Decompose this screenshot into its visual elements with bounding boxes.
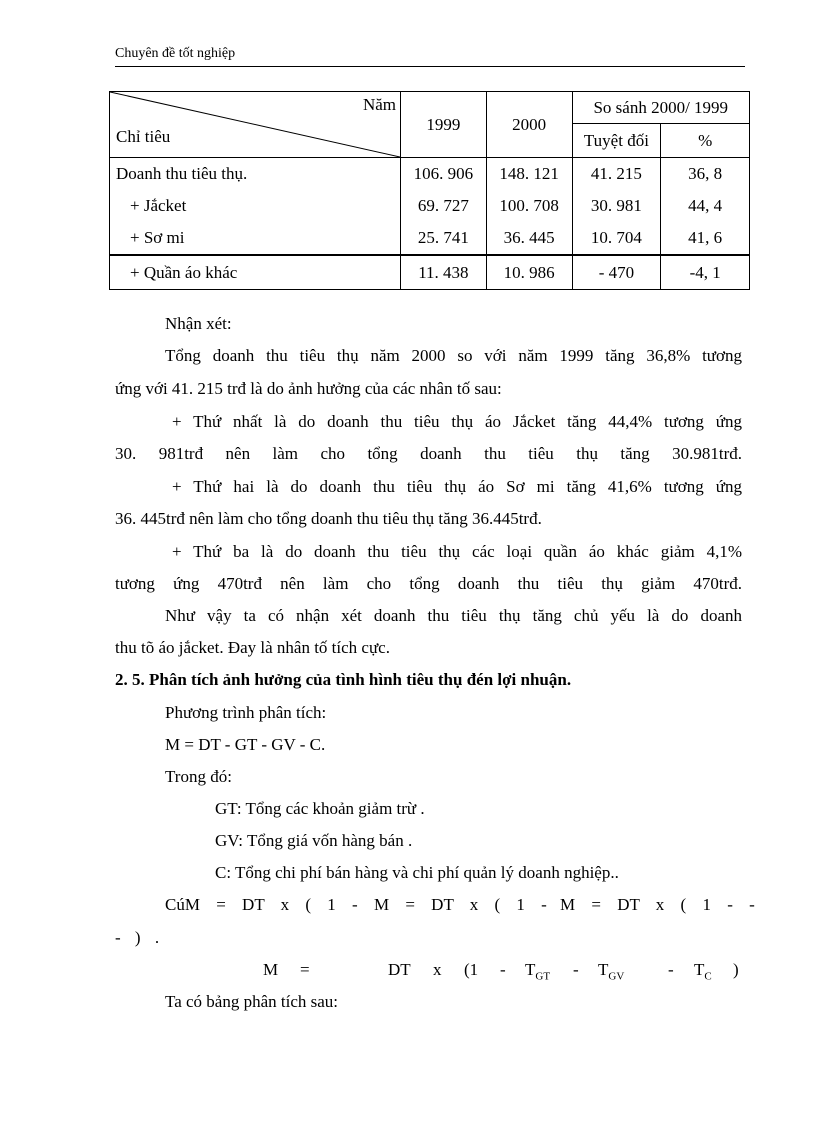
cell-1999: 25. 741	[401, 222, 487, 255]
table-row	[110, 158, 750, 191]
formula-symbol: x	[433, 960, 442, 979]
page-header: Chuyên đề tốt nghiệp	[115, 46, 745, 67]
paragraph-line: ứng với 41. 215 trđ là do ảnh hưởng của các nhân tố sau:	[115, 379, 502, 398]
cell-absolute: - 470	[572, 255, 661, 290]
cell-absolute: 10. 704	[572, 222, 661, 255]
formula-symbol: =	[300, 960, 310, 979]
cell-2000: 10. 986	[486, 255, 572, 290]
formula-symbol: M	[263, 960, 279, 979]
paragraph-line: tương ứng 470trđ nên làm cho tổng doanh thu tiêu thụ giảm 470trđ.	[115, 574, 742, 593]
formula-symbol: )	[733, 960, 739, 979]
equation: M = DT - GT - GV - C.	[165, 735, 326, 754]
formula-symbol: -	[500, 960, 506, 979]
paragraph-line: Tổng doanh thu tiêu thụ năm 2000 so với năm 1999 tăng 36,8% tương	[165, 346, 742, 365]
cell-2000: 100. 708	[486, 190, 572, 222]
cell-2000: 148. 121	[486, 158, 572, 191]
paragraph-line: + Thứ nhất là do doanh thu tiêu thụ áo Jắcket tăng 44,4% tương ứng	[172, 412, 742, 431]
remark-heading: Nhận xét:	[165, 314, 232, 333]
section-heading: 2. 5. Phân tích ảnh hưởng của tình hình tiêu thụ đén lợi nhuận.	[115, 670, 572, 689]
paragraph-line: 30. 981trđ nên làm cho tổng doanh thu tiêu thụ tăng 30.981trđ.	[115, 444, 742, 463]
header-year-2000: 2000	[486, 92, 572, 158]
paragraph-line: + Thứ ba là do doanh thu tiêu thụ các loại quần áo khác giảm 4,1%	[172, 542, 742, 561]
table-row	[110, 190, 750, 222]
formula-part: M = DT x ( 1 - -	[560, 895, 755, 914]
header-year-1999: 1999	[401, 92, 487, 158]
header-percent: %	[661, 124, 750, 158]
paragraph-line: Trong đó:	[165, 767, 232, 786]
cell-percent: 36, 8	[661, 158, 750, 191]
paragraph-line: Như vậy ta có nhận xét doanh thu tiêu thụ tăng chủ yếu là do doanh	[165, 606, 742, 625]
cell-absolute: 30. 981	[572, 190, 661, 222]
cell-percent: 44, 4	[661, 190, 750, 222]
corner-year-label: Năm	[362, 95, 396, 114]
table-corner-cell	[110, 92, 401, 158]
diagonal-line	[110, 92, 400, 157]
table-row	[110, 222, 750, 255]
paragraph-line: Phương trình phân tích:	[165, 703, 327, 722]
cell-1999: 11. 438	[401, 255, 487, 290]
cell-1999: 69. 727	[401, 190, 487, 222]
paragraph-line: + Thứ hai là do doanh thu tiêu thụ áo Sơ mi tăng 41,6% tương ứng	[172, 477, 742, 496]
cell-percent: 41, 6	[661, 222, 750, 255]
paragraph-line: Ta có bảng phân tích sau:	[165, 992, 339, 1011]
row-label: + Jắcket	[110, 190, 401, 222]
table-row	[110, 255, 750, 290]
row-label: + Sơ mi	[110, 222, 401, 255]
header-absolute: Tuyệt đối	[572, 124, 661, 158]
corner-indicator-label: Chỉ tiêu	[116, 127, 171, 146]
definition-gv: GV: Tổng giá vốn hàng bán .	[215, 831, 413, 850]
formula-symbol: (1	[464, 960, 479, 979]
sales-table	[109, 91, 750, 290]
formula-symbol: -	[573, 960, 579, 979]
row-label: + Quần áo khác	[110, 255, 401, 290]
paragraph-line: thu tõ áo jắcket. Đay là nhân tố tích cực.	[115, 638, 390, 657]
formula-term-gt: $T_{GT}$	[525, 960, 551, 983]
row-label: Doanh thu tiêu thụ.	[110, 158, 401, 191]
cell-1999: 106. 906	[401, 158, 487, 191]
header-compare: So sánh 2000/ 1999	[572, 92, 749, 124]
definition-c: C: Tổng chi phí bán hàng và chi phí quản lý doanh nghiệp..	[215, 863, 619, 882]
cell-2000: 36. 445	[486, 222, 572, 255]
formula-symbol: DT	[388, 960, 411, 979]
definition-gt: GT: Tổng các khoản giảm trừ .	[215, 799, 425, 818]
formula-symbol: -	[668, 960, 674, 979]
formula-part: - ) .	[115, 928, 160, 947]
formula-term-gv: $T_{GV}$	[598, 960, 625, 983]
formula-part: CúM = DT x ( 1 - M = DT x ( 1 -	[165, 895, 547, 914]
paragraph-line: 36. 445trđ nên làm cho tổng doanh thu tiêu thụ tăng 36.445trđ.	[115, 509, 542, 528]
formula-term-c: $T_C$	[694, 960, 712, 983]
cell-absolute: 41. 215	[572, 158, 661, 191]
cell-percent: -4, 1	[661, 255, 750, 290]
